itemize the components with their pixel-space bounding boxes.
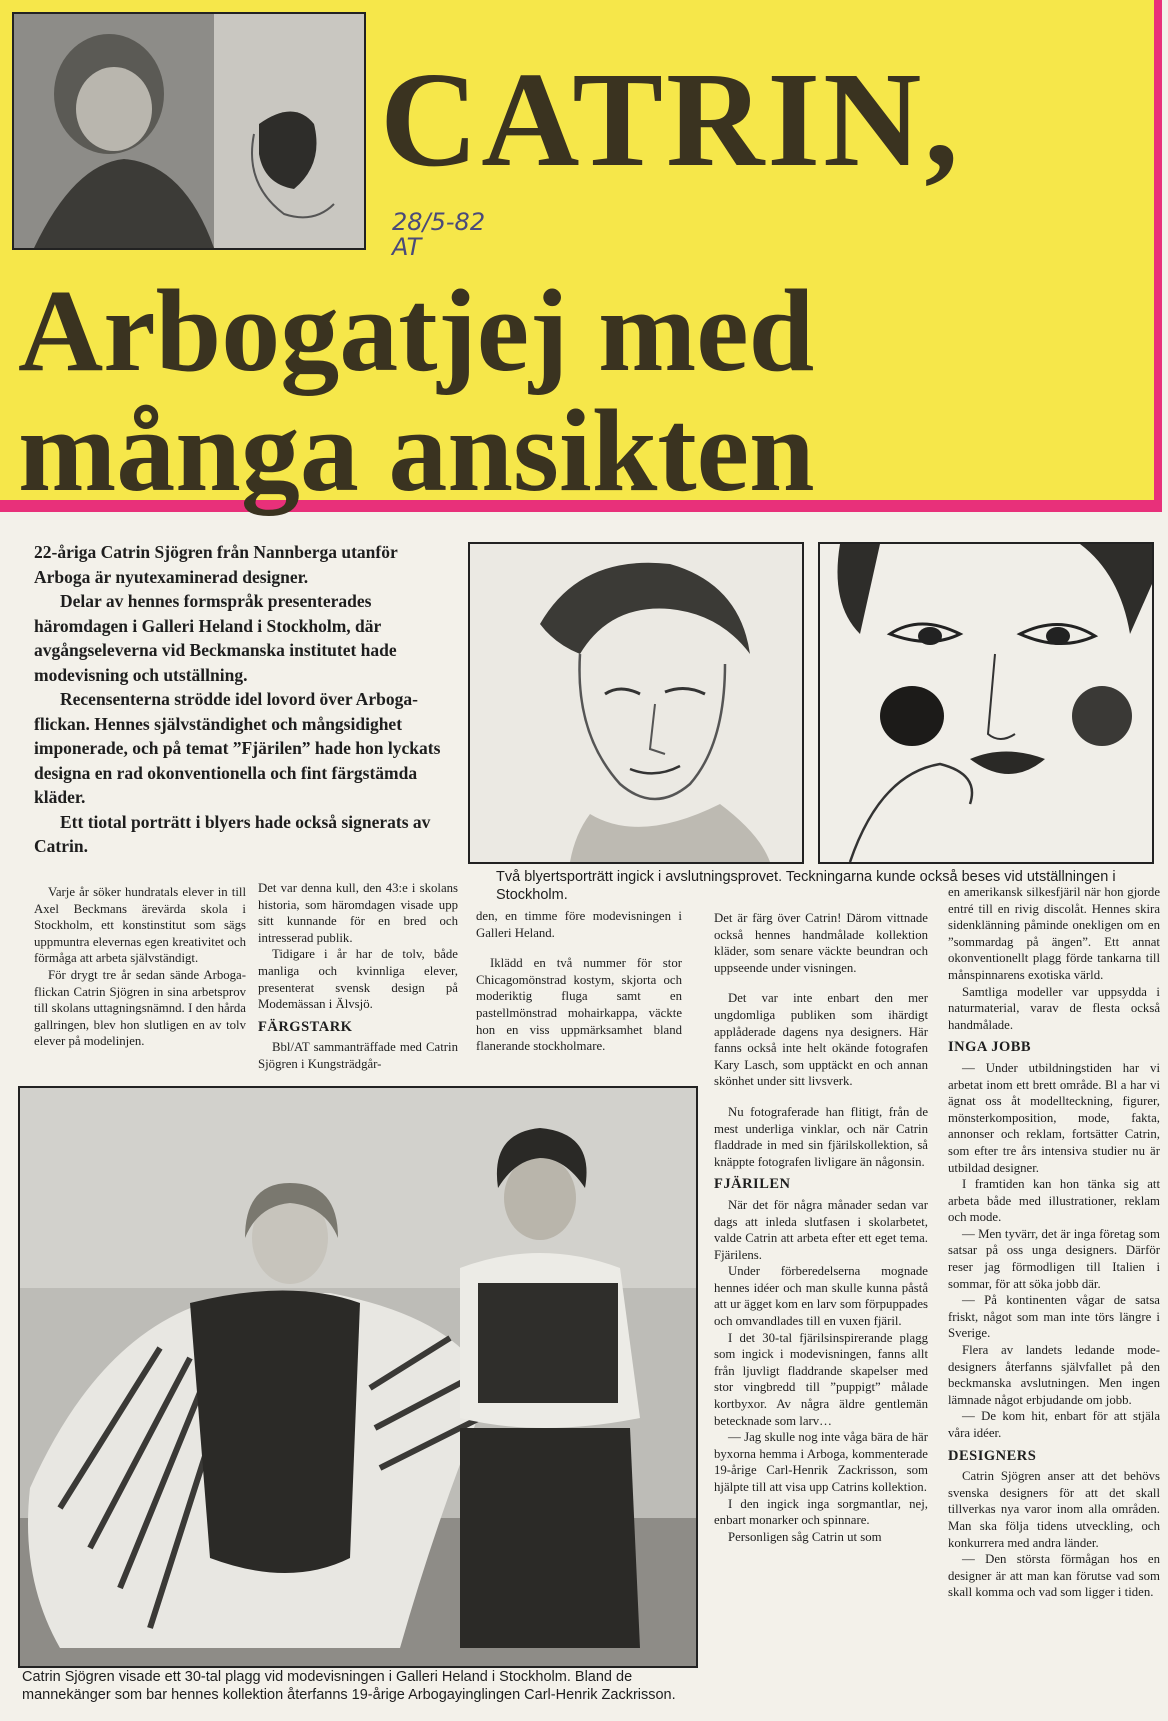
column-paragraph: Catrin Sjögren anser att det behövs svenska designers för att det skall tillverkas nya varor inom alla områden. Man ska följa tidens utveckling, och konkurrera med andra länder. <box>948 1469 1160 1550</box>
column-paragraph: Flera av landets ledande mode-designers återfanns självfallet på den beckmanska avslutningen. Men ingen lämnade något erbjudande om jobb. <box>948 1343 1160 1407</box>
lead-paragraphs <box>34 540 442 859</box>
column-paragraph: Tidigare i år har de tolv, både manliga och kvinnliga elever, presenterat svensk design på Modemässan i Älvsjö. <box>258 947 458 1012</box>
column-paragraph: — Men tyvärr, det är inga företag som satsar på oss unga designers. Därför reser jag förmodligen till Italien i sommar, för att söka jobb där. <box>948 1226 1160 1291</box>
handwritten-date-text: 28/5-82 <box>392 208 486 236</box>
column-paragraph: — De kom hit, enbart för att stjäla våra idéer. <box>948 1409 1160 1440</box>
lead-paragraph: Ett tiotal porträtt i blyers hade också signerats av Catrin. <box>34 811 431 856</box>
column-paragraph: — Den största förmågan hos en designer är att man kan förutse vad som skall komma och vad som ligger i tiden. <box>948 1552 1160 1600</box>
caption-drawings: Två blyertsporträtt ingick i avslutningsprovet. Teckningarna kunde också beses vid utställningen i Stockholm. <box>496 869 1116 903</box>
column-paragraph: Det är färg över Catrin! Därom vittnade också hennes handmålade kollektion kläder, som senare väckte beundran och uppseende under visningen. <box>714 911 928 975</box>
column-paragraph: I det 30-tal fjärilsinspirerande plagg som ingick i modevisningen, fanns allt från ljuvligt fladdrande skapelser med stor vingbredd till ”puppigt” målade kortbyxor. Av några äldre gentlemän betecknade som larv… <box>714 1330 928 1428</box>
column-paragraph: — Under utbildningstiden har vi arbetat inom ett brett område. Bl a har vi ägnat oss åt modellteckning, figurer, mönsterkomposition, mode, fakta, annonser och reklam, fortsätter Catrin, som efter tre års intensiva studier nu är utbildad designer. <box>948 1060 1160 1175</box>
column-paragraph: I den ingick inga sorgmantlar, nej, enbart monarker och spinnare. <box>714 1496 928 1528</box>
column-paragraph: Iklädd en två nummer för stor Chicagomönstrad kostym, skjorta och moderiktig fluga samt en pastellmönstrad mohairkappa, väckte hon en viss uppmärksamhet bland flanerande stockholmare. <box>476 956 682 1054</box>
column-paragraph: — På kontinenten vågar de satsa friskt, något som man inte törs längre i Sverige. <box>948 1293 1160 1341</box>
subheading-fjarilen: FJÄRILEN <box>714 1176 791 1193</box>
header-photo <box>12 12 366 250</box>
headline-title-line2: Arbogatjej med <box>18 265 815 396</box>
column-paragraph: — Jag skulle nog inte våga bära de här byxorna hemma i Arboga, kommenterade 19-årige Carl-Henrik Zackrisson, som hjälpte till att visa upp Catrins kollektion. <box>714 1430 928 1494</box>
lead-paragraph: Recensenterna strödde idel lovord över Arboga-flickan. Hennes självständighet och mångsidighet imponerade, och på temat ”Fjärilen” hade hon lyckats designa en rad okonventionella och fint färgstämda kläder. <box>34 689 441 807</box>
column-paragraph: Samtliga modeller var uppsydda i naturmaterial, varav de flesta också handmålade. <box>948 984 1160 1032</box>
column-paragraph: Varje år söker hundratals elever in till Axel Beckmans ärevärda skola i Stockholm, ett konstinstitut som sägs uppmuntra elevernas egen kreativitet och förmåga att arbeta självständigt. <box>34 885 246 966</box>
handwritten-initials: AT <box>392 233 422 262</box>
column-paragraph: den, en timme före modevisningen i Galleri Heland. <box>476 909 682 940</box>
column-paragraph: Under förberedelserna mognade hennes idéer och man skulle kunna påstå att ur ägget kom en larv som förpuppades och omvandlades till en vuxen fjäril. <box>714 1264 928 1329</box>
column-4 <box>714 910 928 1545</box>
headline-title-line1: CATRIN, <box>380 45 962 195</box>
column-paragraph: Nu fotograferade han flitigt, från de mest underliga vinklar, och när Catrin fladdrade in med sin fjärilskollektion, så knäppte fotografen livligare än någonsin. <box>714 1104 928 1169</box>
lead-paragraph: 22-åriga Catrin Sjögren från Nannberga utanför Arboga är nyutexaminerad designer. <box>34 542 398 587</box>
headline-banner <box>0 0 1162 516</box>
subheading-fargstark: FÄRGSTARK <box>258 1018 353 1035</box>
headline-title-line3: många ansikten <box>18 385 815 516</box>
fashion-show-photo <box>18 1086 698 1668</box>
handwritten-date <box>392 210 485 260</box>
column-5 <box>948 884 1160 1601</box>
column-1 <box>34 884 246 1050</box>
column-paragraph: Det var inte enbart den mer ungdomliga publiken som ihärdigt applåderade dagens nya designers. Här fanns också inte helt okände fotografen Kary Lasch, som upptäckt en och annan skönhet under sitt livsverk. <box>714 991 928 1089</box>
caption-photo: Catrin Sjögren visade ett 30-tal plagg vid modevisningen i Galleri Heland i Stockholm. Bland de mannekänger som bar hennes kollektion återfanns 19-årige Arbogayinglingen Carl-Henrik Zackrisson. <box>22 1669 676 1703</box>
column-paragraph: en amerikansk silkesfjäril när hon gjorde entré till en rivig discolåt. Hennes skira sidenklänning påminde onekligen om en ”sommardag på ängen”. Ett annat okonventionellt plagg förde tankarna till månspinnarens exotiska värld. <box>948 885 1160 982</box>
column-paragraph: Det var denna kull, den 43:e i skolans historia, som häromdagen visade upp sitt kunnande för en bred och intresserad publik. <box>258 881 458 945</box>
subheading-designers: DESIGNERS <box>948 1447 1037 1464</box>
column-paragraph: För drygt tre år sedan sände Arboga-flickan Catrin Sjögren in sina arbetsprov till skolans uttagningsnämnd. I den hårda gallringen, blev hon slutligen en av tolv elever på modelinjen. <box>34 967 246 1049</box>
portrait-drawing-woman <box>818 542 1154 864</box>
column-3 <box>476 908 682 1055</box>
portrait-drawing-man <box>468 542 804 864</box>
column-2 <box>258 880 458 1073</box>
column-paragraph: Personligen såg Catrin ut som <box>728 1529 882 1544</box>
subheading-inga-jobb: INGA JOBB <box>948 1039 1032 1056</box>
lead-paragraph: Delar av hennes formspråk presenterades häromdagen i Galleri Heland i Stockholm, där avgångseleverna vid Beckmanska institutet hade modevisning och utställning. <box>34 591 397 685</box>
column-paragraph: När det för några månader sedan var dags att inleda slutfasen i skolarbetet, valde Catrin att arbeta efter ett eget tema. Fjärilens. <box>714 1197 928 1262</box>
column-paragraph: Bbl/AT sammanträffade med Catrin Sjögren i Kungsträdgår- <box>258 1040 458 1071</box>
column-paragraph: I framtiden kan hon tänka sig att arbeta både med illustrationer, reklam och mode. <box>948 1177 1160 1225</box>
